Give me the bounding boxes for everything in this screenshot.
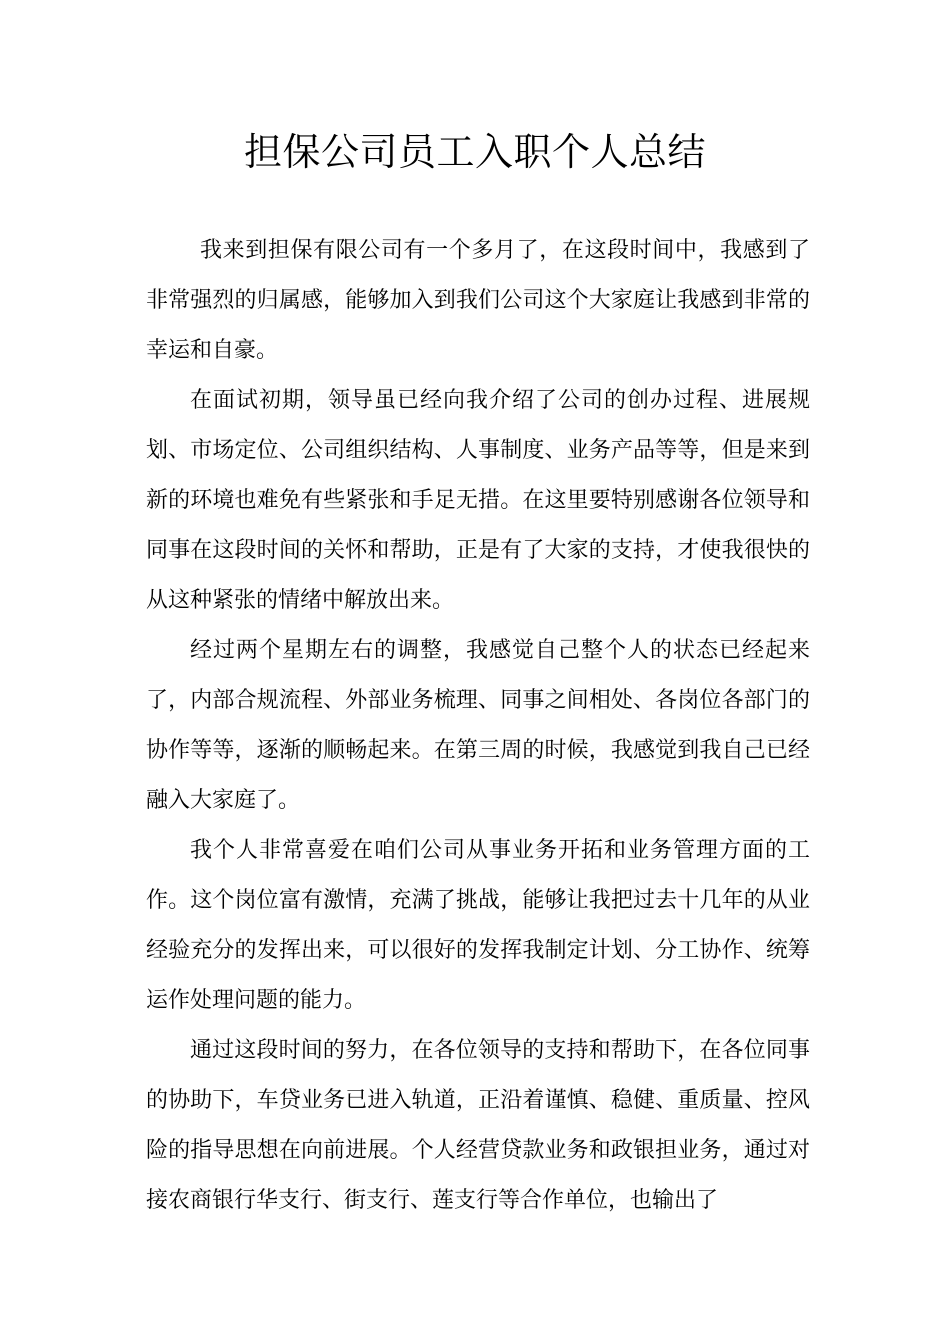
paragraph-4: 我个人非常喜爱在咱们公司从事业务开拓和业务管理方面的工作。这个岗位富有激情，充满了挑战，能够让我把过去十几年的从业经验充分的发挥出来，可以很好的发挥我制定计划、分工协作、统筹运作处理问题的能力。 [146,838,810,1013]
document-body [146,226,810,1226]
paragraph-5: 通过这段时间的努力，在各位领导的支持和帮助下，在各位同事的协助下，车贷业务已进入轨道，正沿着谨慎、稳健、重质量、控风险的指导思想在向前进展。个人经营贷款业务和政银担业务，通过对接农商银行华支行、街支行、莲支行等合作单位，也输出了 [146,1038,810,1213]
paragraph-1: 我来到担保有限公司有一个多月了，在这段时间中，我感到了非常强烈的归属感，能够加入到我们公司这个大家庭让我感到非常的幸运和自豪。 [146,238,810,363]
paragraph-3: 经过两个星期左右的调整，我感觉自己整个人的状态已经起来了，内部合规流程、外部业务梳理、同事之间相处、各岗位各部门的协作等等，逐渐的顺畅起来。在第三周的时候，我感觉到我自己已经融入大家庭了。 [146,638,810,813]
document-title: 担保公司员工入职个人总结 [243,130,706,174]
paragraph-2: 在面试初期，领导虽已经向我介绍了公司的创办过程、进展规划、市场定位、公司组织结构、人事制度、业务产品等等，但是来到新的环境也难免有些紧张和手足无措。在这里要特别感谢各位领导和同事在这段时间的关怀和帮助，正是有了大家的支持，才使我很快的从这种紧张的情绪中解放出来。 [146,388,810,613]
